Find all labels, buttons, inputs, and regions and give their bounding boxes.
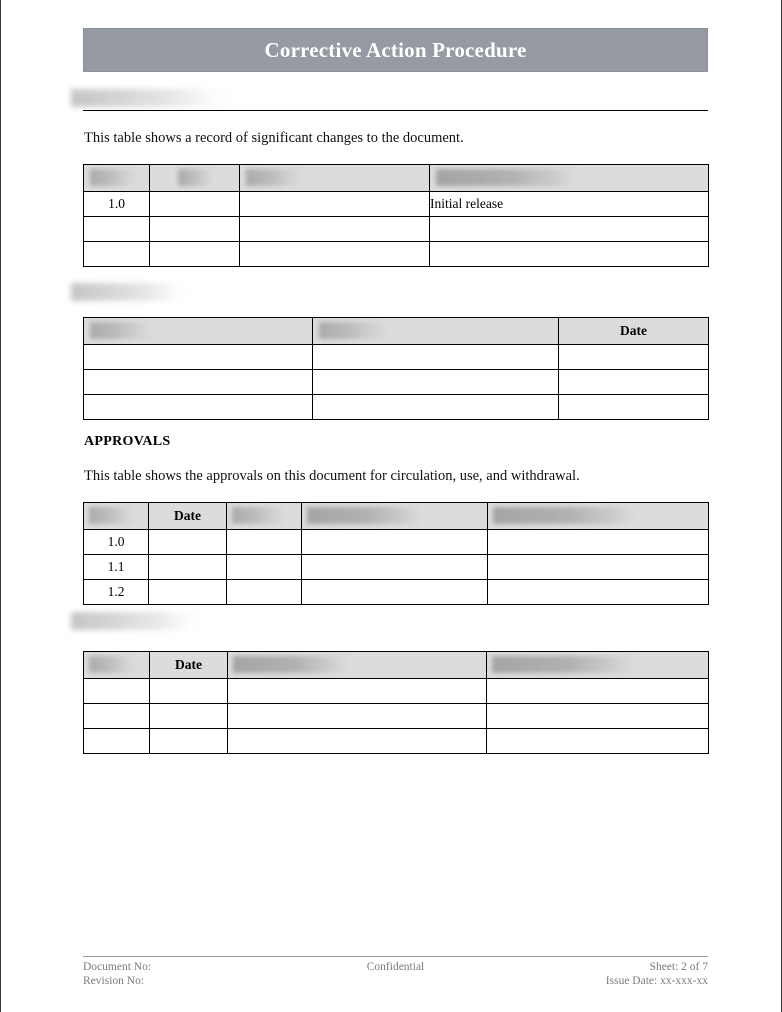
column-header-label: Date [175, 657, 202, 672]
redaction-bar [246, 169, 310, 186]
table-row [84, 555, 709, 580]
cell-name [84, 345, 313, 370]
cell-date [149, 555, 227, 580]
cell-version: 1.1 [84, 555, 149, 580]
redaction-bar [178, 169, 218, 186]
cell-date [149, 580, 227, 605]
table-header-row [84, 165, 709, 192]
cell-role [313, 395, 559, 420]
redaction-bar [493, 507, 643, 524]
cell-reason [228, 729, 487, 754]
cell-reason [228, 704, 487, 729]
cell-date [559, 345, 709, 370]
redaction-bar [89, 656, 141, 673]
cell-authorised-by [487, 679, 709, 704]
table-row [84, 217, 709, 242]
cell-date [150, 217, 240, 242]
column-header-authorised-by [487, 652, 709, 679]
cell-signature [488, 580, 709, 605]
table-header-row [84, 318, 709, 345]
cell-role [313, 370, 559, 395]
column-header-signature [488, 503, 709, 530]
table-row [84, 242, 709, 267]
cell-approver [302, 530, 488, 555]
cell-author [240, 217, 430, 242]
cell-date [559, 395, 709, 420]
footer-revision-no: Revision No: [83, 975, 145, 988]
cell-version [84, 679, 150, 704]
column-header-version [84, 165, 150, 192]
cell-name [84, 395, 313, 420]
cell-description [430, 217, 709, 242]
redaction-bar [71, 89, 234, 107]
column-header-name [84, 318, 313, 345]
page-footer [83, 960, 708, 989]
table-row [84, 345, 709, 370]
cell-date [559, 370, 709, 395]
column-header-role [313, 318, 559, 345]
column-header-date [150, 652, 228, 679]
redaction-bar [71, 283, 193, 301]
column-header-date [559, 318, 709, 345]
cell-date [150, 704, 228, 729]
revision-history-heading-rule [83, 110, 708, 111]
column-header-label: Date [174, 508, 201, 523]
cell-date [150, 729, 228, 754]
withdrawal-table [83, 651, 709, 754]
cell-author [240, 242, 430, 267]
redaction-bar [90, 169, 142, 186]
page-title: Corrective Action Procedure [264, 37, 527, 62]
cell-signature [488, 555, 709, 580]
cell-version: 1.0 [84, 192, 150, 217]
distribution-table [83, 317, 709, 420]
cell-signature [488, 530, 709, 555]
withdrawal-heading-redacted [71, 612, 206, 630]
table-header-row [84, 503, 709, 530]
cell-version: 1.2 [84, 580, 149, 605]
column-header-approver [302, 503, 488, 530]
cell-role [313, 345, 559, 370]
cell-author [240, 192, 430, 217]
table-row [84, 530, 709, 555]
footer-document-no: Document No: [83, 961, 152, 973]
table-header-row [84, 652, 709, 679]
cell-date [149, 530, 227, 555]
column-header-author [240, 165, 430, 192]
column-header-reason [228, 652, 487, 679]
redaction-bar [89, 507, 139, 524]
revision-history-intro: This table shows a record of significant changes to the document. [84, 130, 464, 146]
table-row [84, 729, 709, 754]
revision-history-heading-redacted [71, 89, 234, 107]
table-row [84, 370, 709, 395]
footer-confidentiality: Confidential [366, 961, 425, 973]
column-header-version [84, 503, 149, 530]
cell-status [227, 580, 302, 605]
column-header-label: Date [620, 323, 647, 338]
revision-history-table [83, 164, 709, 267]
cell-version [84, 729, 150, 754]
cell-authorised-by [487, 704, 709, 729]
approvals-table [83, 502, 709, 605]
cell-version: 1.0 [84, 530, 149, 555]
table-row [84, 395, 709, 420]
redaction-bar [232, 507, 292, 524]
cell-date [150, 242, 240, 267]
footer-divider [83, 956, 708, 957]
cell-date [150, 679, 228, 704]
cell-version [84, 704, 150, 729]
redaction-bar [307, 507, 427, 524]
cell-date [150, 192, 240, 217]
cell-reason [228, 679, 487, 704]
table-row [84, 192, 709, 217]
column-header-date [150, 165, 240, 192]
cell-authorised-by [487, 729, 709, 754]
distribution-heading-redacted [71, 283, 193, 301]
approvals-heading: APPROVALS [84, 434, 171, 449]
cell-description: Initial release [430, 192, 709, 217]
cell-version [84, 217, 150, 242]
column-header-date [149, 503, 227, 530]
cell-approver [302, 580, 488, 605]
column-header-description [430, 165, 709, 192]
footer-issue-date: Issue Date: xx-xxx-xx [605, 975, 708, 988]
cell-version [84, 242, 150, 267]
cell-name [84, 370, 313, 395]
redaction-bar [233, 656, 353, 673]
redaction-bar [492, 656, 642, 673]
cell-status [227, 530, 302, 555]
column-header-version [84, 652, 150, 679]
approvals-intro: This table shows the approvals on this document for circulation, use, and withdrawal. [84, 468, 580, 484]
table-row [84, 704, 709, 729]
cell-description [430, 242, 709, 267]
cell-approver [302, 555, 488, 580]
cell-status [227, 555, 302, 580]
redaction-bar [71, 612, 206, 630]
redaction-bar [436, 169, 584, 186]
table-row [84, 679, 709, 704]
footer-sheet-number: Sheet: 2 of 7 [649, 961, 708, 973]
table-row [84, 580, 709, 605]
column-header-status [227, 503, 302, 530]
redaction-bar [319, 322, 397, 339]
redaction-bar [90, 322, 160, 339]
document-title-banner [83, 28, 708, 72]
